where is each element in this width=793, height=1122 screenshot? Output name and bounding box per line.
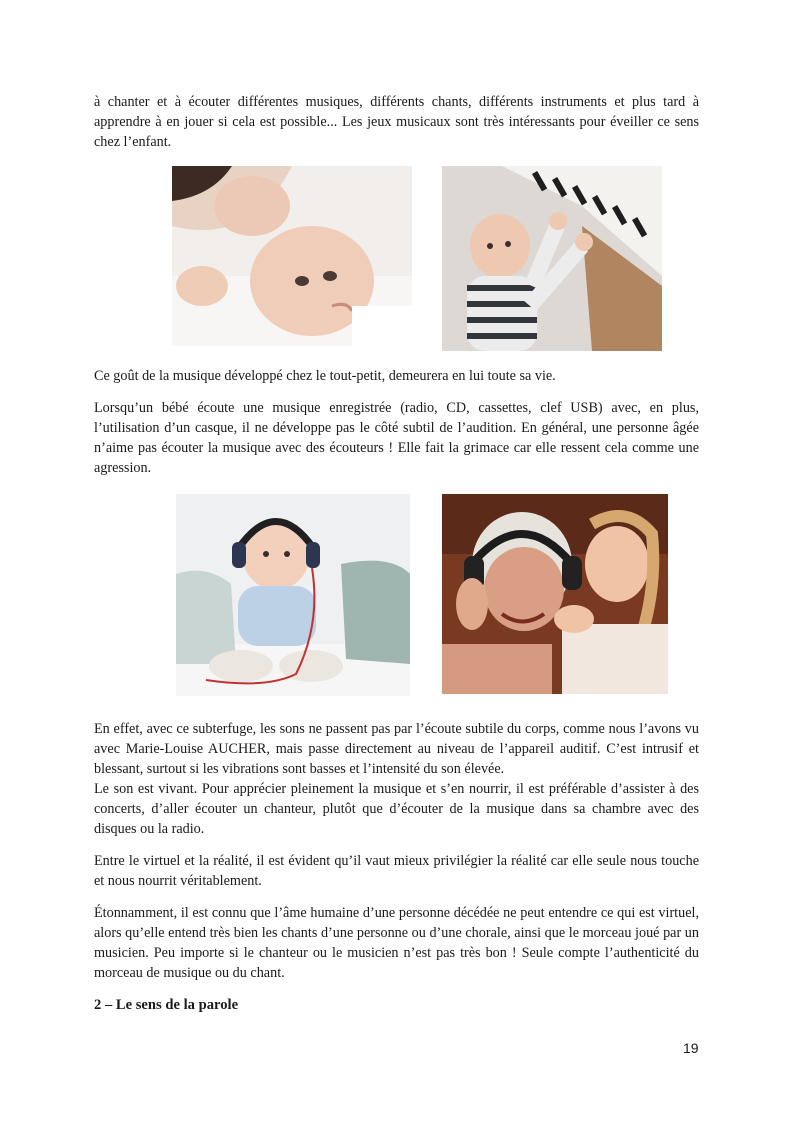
paragraph-3: Lorsqu’un bébé écoute une musique enregistrée (radio, CD, cassettes, clef USB) avec, en plus, l’utilisation d’un casque, il ne développe pas le côté subtil de l’audition. En général, une personne âgée n’aime pas écouter la musique avec des écouteurs ! Elle fait la grimace car elle ressent cela comme une agression. bbox=[94, 400, 699, 476]
paragraph-5: Entre le virtuel et la réalité, il est évident qu’il vaut mieux privilégier la réalité car elle seule nous touche et nous nourrit véritablement. bbox=[94, 853, 699, 889]
baby-headphones-photo bbox=[176, 494, 410, 696]
paragraph-2: Ce goût de la musique développé chez le tout-petit, demeurera en lui toute sa vie. bbox=[94, 368, 556, 384]
paragraph-4b: Le son est vivant. Pour apprécier pleinement la musique et s’en nourrir, il est préférable d’assister à des concerts, d’aller écouter un chanteur, plutôt que d’écouter de la musique dans sa chambre avec des disques ou la radio. bbox=[94, 781, 699, 837]
document-page bbox=[94, 92, 699, 1015]
baby-piano-photo bbox=[442, 166, 662, 351]
paragraph-4a: En effet, avec ce subterfuge, les sons ne passent pas par l’écoute subtile du corps, comme nous l’avons vu avec Marie-Louise AUCHER, mais passe directement au niveau de l’appareil auditif. C’est intrusif et blessant, surtout si les vibrations sont basses et l’intensité du son élevée. bbox=[94, 721, 699, 777]
paragraph-6: Étonnamment, il est connu que l’âme humaine d’une personne décédée ne peut entendre ce qui est virtuel, alors qu’elle entend très bien les chants d’une personne ou d’une chorale, ainsi que le morceau joué par un musicien. Peu importe si le chanteur ou le musicien n’est pas très bon ! Seule compte l’authenticité du morceau de musique ou du chant. bbox=[94, 905, 699, 981]
section-heading: 2 – Le sens de la parole bbox=[94, 997, 239, 1013]
grandmother-girl-headphones-photo bbox=[442, 494, 668, 694]
mother-baby-photo bbox=[172, 166, 412, 346]
page-number: 19 bbox=[683, 1040, 699, 1056]
photo-row-2 bbox=[94, 494, 699, 699]
photo-row-1 bbox=[94, 166, 699, 356]
paragraph-1: à chanter et à écouter différentes musiques, différents chants, différents instruments et plus tard à apprendre à en jouer si cela est possible... Les jeux musicaux sont très intéressants pour éveiller ce sens chez l’enfant. bbox=[94, 94, 699, 150]
